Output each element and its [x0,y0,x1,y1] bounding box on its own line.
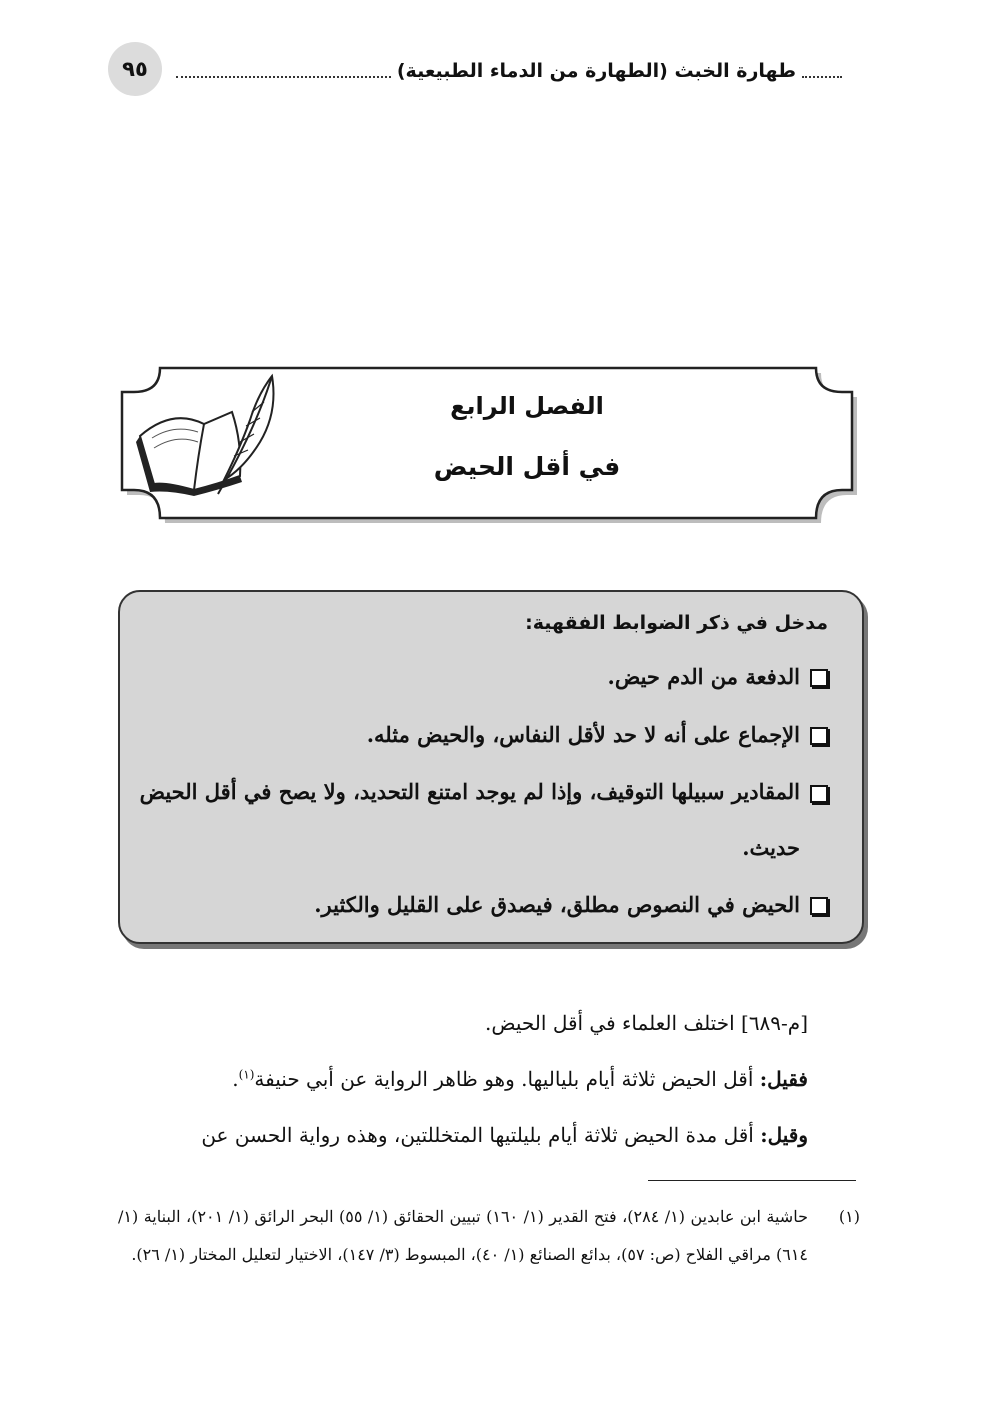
rule-item [130,648,828,706]
opinion-lead: وقيل: [760,1123,808,1147]
chapter-subtitle: في أقل الحيض [433,452,621,481]
header-dots-right [802,64,842,78]
opinion-text: أقل الحيض ثلاثة أيام بلياليها. وهو ظاهر الرواية عن أبي حنيفة [254,1067,760,1091]
checkbox-icon [810,669,828,687]
chapter-title-frame [112,362,864,528]
footnote-text: حاشية ابن عابدين (١/ ٢٨٤)، فتح القدير (١/ ١٦٠) تبيين الحقائق (١/ ٥٥) البحر الرائق (١/ ٢٠١)، البناية (١/ ٦١٤) مراقي الفلاح (ص: ٥٧)، بدائع الصنائع (١/ ٤٠)، المبسوط (٣/ ١٤٧)، الاختيار لتعليل المختار (١/ ٢٦). [118,1207,808,1264]
header-dots-left [176,64,391,78]
body-paragraph: [م-٦٨٩] اختلف العلماء في أقل الحيض. [485,1011,808,1035]
footnote-reference[interactable]: (١) [238,1067,255,1082]
rule-item [130,764,828,876]
footnote-number: (١) [838,1207,860,1226]
page-number: ٩٥ [108,42,162,96]
rules-heading: مدخل في ذكر الضوابط الفقهية: [525,612,828,634]
fiqh-rules-box [118,590,864,944]
rule-text: الإجماع على أنه لا حد لأقل النفاس، والحيض مثله. [366,722,800,747]
rule-text: الحيض في النصوص مطلق، فيصدق على القليل والكثير. [314,892,800,917]
checkbox-icon [810,727,828,745]
rule-text: الدفعة من الدم حيض. [607,664,800,689]
footnote [118,1198,860,1274]
sentence-end: . [232,1067,239,1091]
checkbox-icon [810,897,828,915]
opinion-lead: فقيل: [759,1067,808,1091]
running-title: طهارة الخبث (الطهارة من الدماء الطبيعية) [396,60,796,82]
body-paragraph [118,1051,808,1107]
rule-text: المقادير سبيلها التوقيف، وإذا لم يوجد امتنع التحديد، ولا يصح في أقل الحيض حديث. [139,779,800,860]
footnote-separator [648,1180,856,1181]
running-header [176,56,842,86]
rule-item [130,706,828,764]
rule-item [130,876,828,934]
body-paragraph [118,1107,808,1163]
opinion-text: أقل مدة الحيض ثلاثة أيام بليلتيها المتخللتين، وهذه رواية الحسن عن [201,1123,761,1147]
checkbox-icon [810,785,828,803]
chapter-title: الفصل الرابع [450,392,604,420]
book-and-quill-icon [132,372,282,502]
body-text [118,995,808,1163]
